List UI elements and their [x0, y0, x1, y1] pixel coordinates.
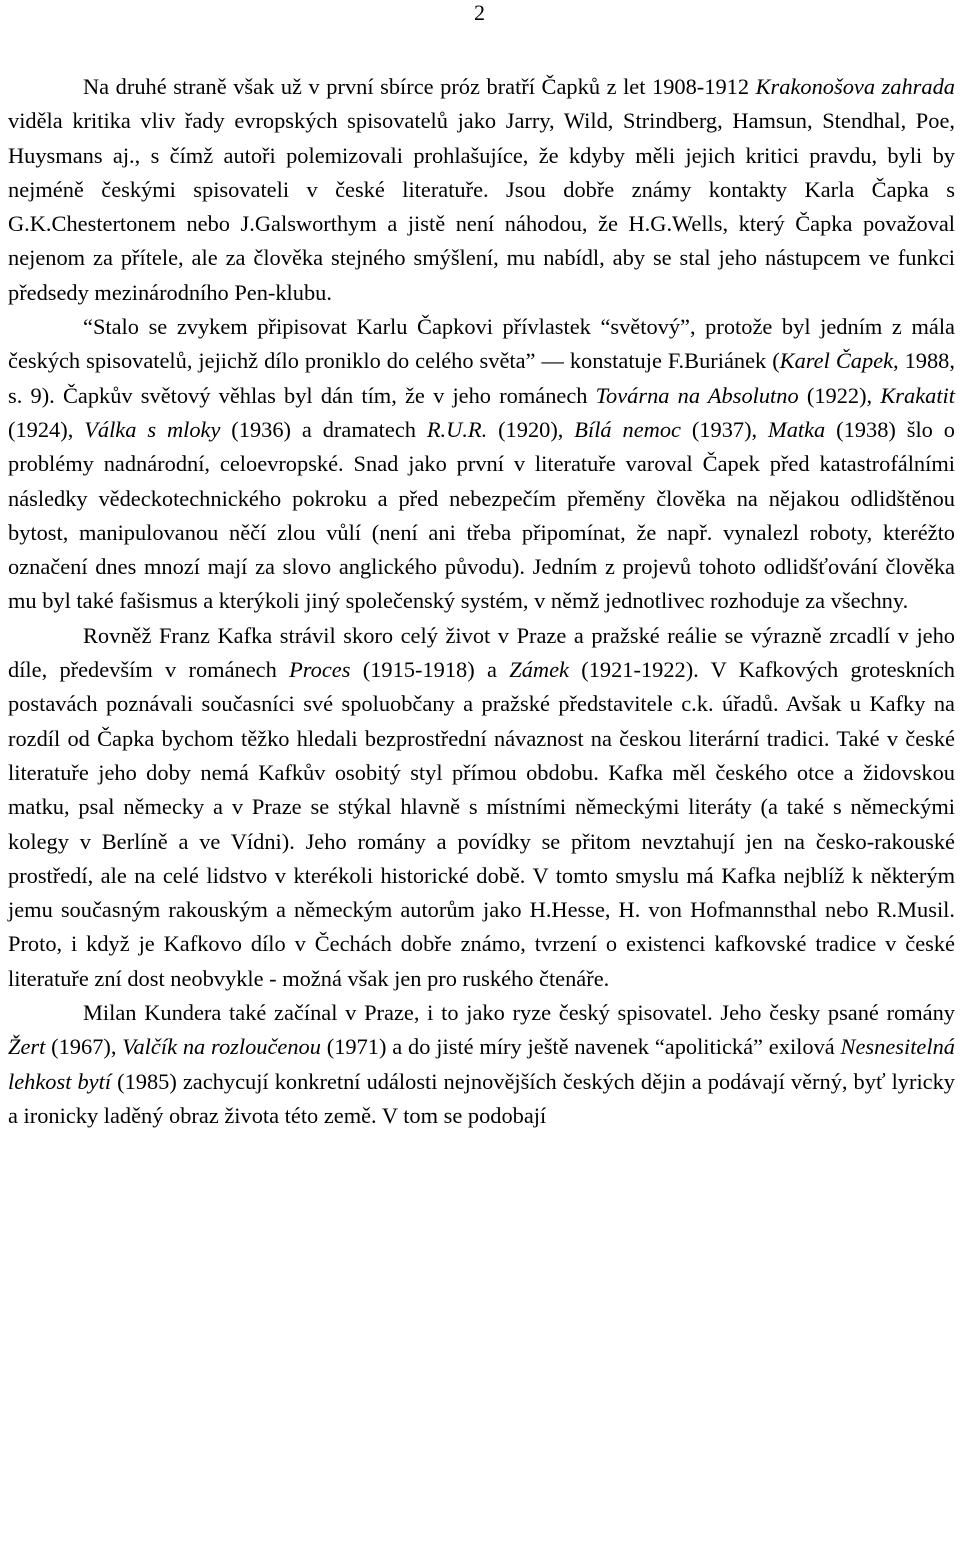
page-number: 2 [474, 0, 485, 25]
paragraph [8, 996, 955, 1133]
text-run: Rovněž Franz Kafka strávil skoro celý život v Praze a pražské reálie se výrazně zrcadlí v jeho díle, především v románech [8, 622, 955, 683]
text-run: (1922), [798, 382, 881, 408]
text-run: Milan Kundera také začínal v Praze, i to jako ryze český spisovatel. Jeho česky psané romány [83, 1000, 955, 1026]
text-run: Na druhé straně však už v první sbírce próz bratří Čapků z let 1908-1912 [83, 74, 756, 99]
text-run: (1937), [680, 416, 769, 442]
document-body [8, 70, 955, 1133]
text-run: (1938) šlo o problémy nadnárodní, celoevropské. Snad jako první v literatuře varoval Čapek před katastrofálními následky vědeckotechnického pokroku a před nebezpečím přeměny člověka na nějakou odlidštěnou bytost, manipulovanou něčí zlou vůlí (není ani třeba připomínat, že např. vynalezl roboty, kteréžto označení dnes mnozí mají za slovo anglického původu). Jedním z projevů tohoto odlidšťování člověka mu byl také fašismus a kterýkoli jiný společenský systém, v němž jednotlivec rozhoduje za všechny. [8, 416, 955, 614]
text-run: viděla kritika vliv řady evropských spisovatelů jako Jarry, Wild, Strindberg, Hamsun, Stendhal, Poe, Huysmans aj., s čímž autoři polemizovali prohlašujíce, že kdyby měli jejich kritici pravdu, byli by nejméně českými spisovateli v české literatuře. Jsou dobře známy kontakty Karla Čapka s G.K.Chestertonem nebo J.Galsworthym a jistě není náhodou, že H.G.Wells, který Čapka považoval nejenom za přítele, ale za člověka stejného smýšlení, mu nabídl, aby se stal jeho nástupcem ve funkci předsedy mezinárodního Pen-klubu. [8, 108, 955, 305]
italic-title: Krakatit [880, 382, 955, 408]
text-run: (1967), [45, 1034, 123, 1060]
text-run: (1936) a dramatech [220, 416, 427, 442]
text-run: “Stalo se zvykem připisovat Karlu Čapkovi přívlastek “světový”, protože byl jedním z mála českých spisovatelů, jejichž dílo proniklo do celého světa” — konstatuje F.Buriánek ( [8, 314, 955, 374]
italic-title: Žert [8, 1034, 46, 1060]
italic-title: R.U.R. [426, 416, 488, 442]
text-run: (1924), [8, 416, 85, 442]
text-run: (1915-1918) a [350, 657, 510, 683]
text-run: (1971) a do jisté míry ještě navenek “apolitická” exilová [320, 1034, 841, 1060]
italic-title: Valčík na rozloučenou [122, 1034, 321, 1060]
paragraph [8, 619, 955, 996]
paragraph [8, 70, 955, 310]
paragraph [8, 310, 955, 619]
italic-title: Proces [289, 657, 351, 683]
text-run: (1921-1922). V Kafkových groteskních postavách poznávali současníci své spoluobčany a pražské představitele c.k. úřadů. Avšak u Kafky na rozdíl od Čapka bychom těžko hledali bezprostřední návaznost na českou literární tradici. Také v české literatuře jeho doby nemá Kafkův osobitý styl přímou obdobu. Kafka měl českého otce a židovskou matku, psal německy a v Praze se stýkal hlavně s místními německými literáty (a také s německými kolegy v Berlíně a ve Vídni). Jeho romány a povídky se přitom nevztahují jen na česko-rakouské prostředí, ale na celé lidstvo v kterékoli historické době. V tomto smyslu má Kafka nejblíž k některým jemu současným rakouským a německým autorům jako H.Hesse, H. von Hofmannsthal nebo R.Musil. Proto, i když je Kafkovo dílo v Čechách dobře známo, tvrzení o existenci kafkovské tradice v české literatuře zní dost neobvykle - možná však jen pro ruského čtenáře. [8, 657, 955, 991]
text-run: (1920), [487, 416, 575, 442]
italic-title: Bílá nemoc [574, 416, 681, 442]
italic-title: Krakonošova zahrada [755, 74, 955, 99]
italic-title: Továrna na Absolutno [595, 382, 799, 408]
italic-title: Matka [768, 416, 826, 442]
italic-title: Válka s mloky [84, 416, 221, 442]
text-run: , 1988, s. 9). Čapkův světový věhlas byl dán tím, že v jeho románech [8, 348, 955, 408]
italic-title: Zámek [509, 657, 569, 683]
italic-title: Karel Čapek [779, 348, 894, 374]
text-run: (1985) zachycují konkretní události nejnovějších českých dějin a podávají věrný, byť lyricky a ironicky laděný obraz života této země. V tom se podobají [8, 1068, 955, 1128]
italic-title: Nesnesitelná lehkost bytí [8, 1034, 955, 1094]
